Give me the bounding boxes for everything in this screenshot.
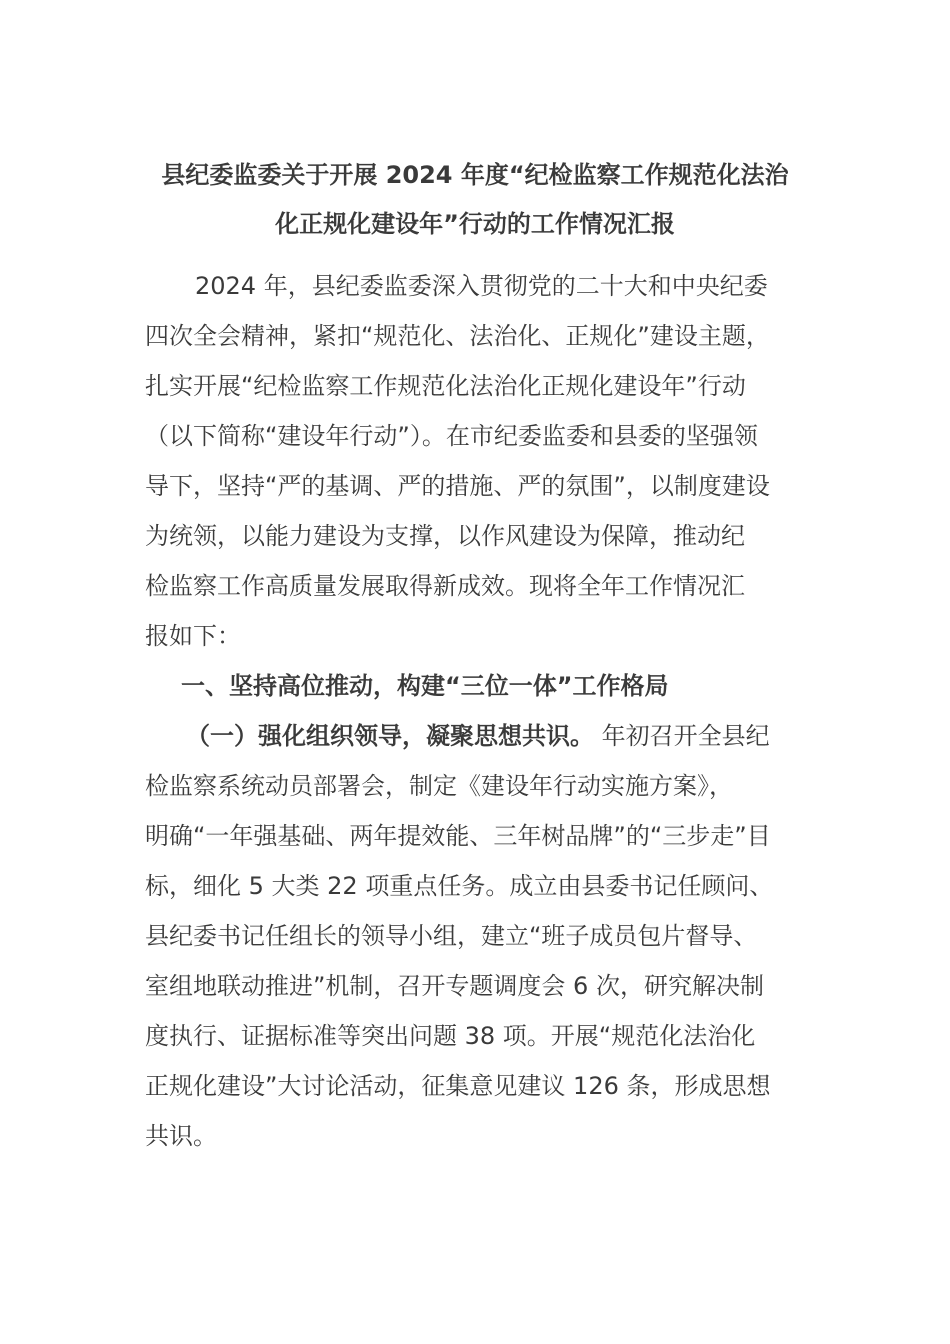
subsection-1-first-line bbox=[186, 721, 770, 751]
intro-line-4: （以下简称“建设年行动”）。在市纪委监委和县委的坚强领 bbox=[145, 422, 758, 450]
subsection-1-line-3: 明确“一年强基础、两年提效能、三年树品牌”的“三步走”目 bbox=[145, 822, 771, 850]
document-title-line-2: 化正规化建设年”行动的工作情况汇报 bbox=[275, 210, 675, 238]
subsection-1-heading: （一）强化组织领导，凝聚思想共识。 bbox=[186, 722, 594, 750]
intro-line-1: 2024 年，县纪委监委深入贯彻党的二十大和中央纪委 bbox=[195, 272, 768, 300]
intro-line-7: 检监察工作高质量发展取得新成效。现将全年工作情况汇 bbox=[145, 572, 745, 600]
intro-line-3: 扎实开展“纪检监察工作规范化法治化正规化建设年”行动 bbox=[145, 372, 746, 400]
subsection-1-line-9: 共识。 bbox=[145, 1122, 217, 1150]
subsection-1-line-8: 正规化建设”大讨论活动，征集意见建议 126 条，形成思想 bbox=[145, 1072, 771, 1100]
document-title-line-1: 县纪委监委关于开展 2024 年度“纪检监察工作规范化法治 bbox=[161, 161, 789, 189]
subsection-1-first-line-text: 年初召开全县纪 bbox=[594, 722, 770, 750]
subsection-1-line-6: 室组地联动推进”机制，召开专题调度会 6 次，研究解决制 bbox=[145, 972, 764, 1000]
subsection-1-line-5: 县纪委书记任组长的领导小组，建立“班子成员包片督导、 bbox=[145, 922, 758, 950]
subsection-1-line-4: 标，细化 5 大类 22 项重点任务。成立由县委书记任顾问、 bbox=[145, 872, 774, 900]
intro-line-8: 报如下： bbox=[145, 622, 241, 650]
intro-line-5: 导下，坚持“严的基调、严的措施、严的氛围”，以制度建设 bbox=[145, 472, 770, 500]
subsection-1-line-2: 检监察系统动员部署会，制定《建设年行动实施方案》， bbox=[145, 772, 733, 800]
section-1-heading: 一、坚持高位推动，构建“三位一体”工作格局 bbox=[181, 672, 669, 700]
intro-line-6: 为统领，以能力建设为支撑，以作风建设为保障，推动纪 bbox=[145, 522, 745, 550]
subsection-1-line-7: 度执行、证据标准等突出问题 38 项。开展“规范化法治化 bbox=[145, 1022, 756, 1050]
intro-line-2: 四次全会精神，紧扣“规范化、法治化、正规化”建设主题， bbox=[145, 322, 770, 350]
